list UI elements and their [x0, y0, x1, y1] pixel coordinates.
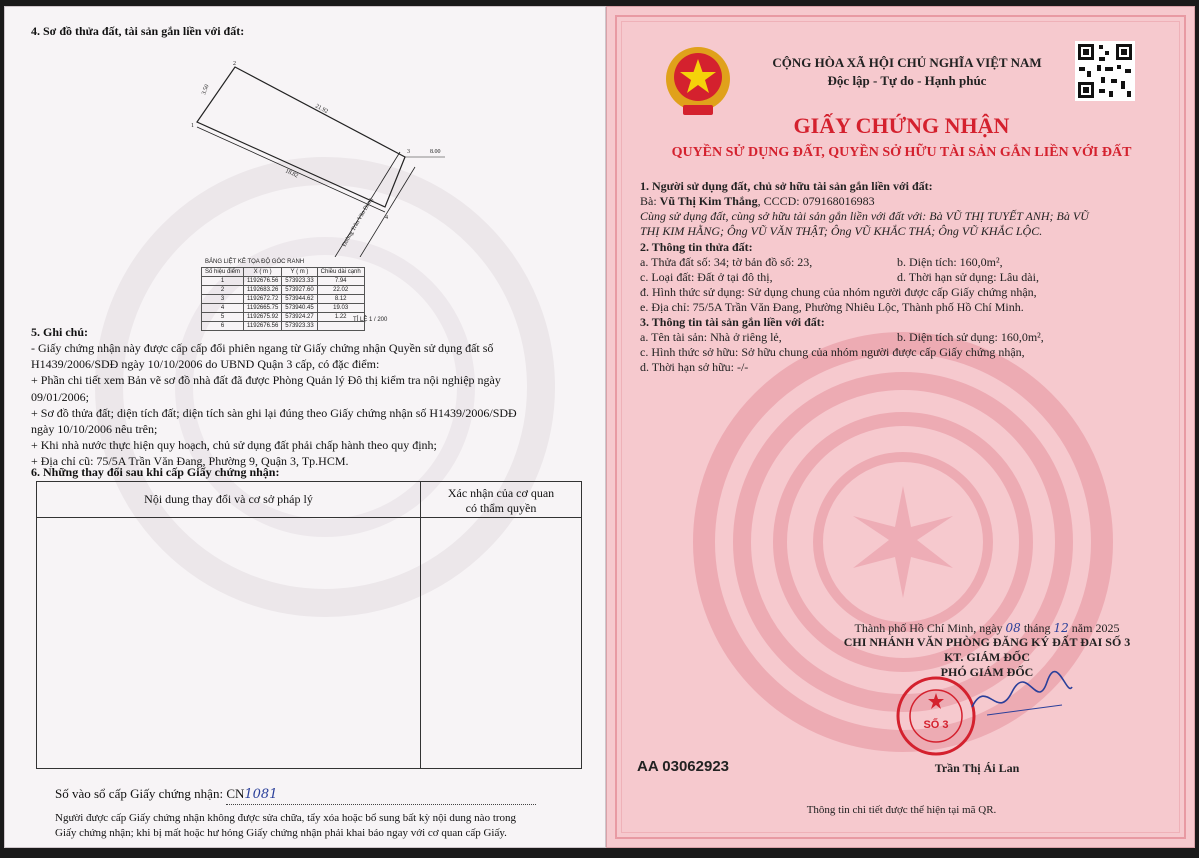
edge-label-top: 21.92 — [314, 103, 329, 116]
qr-note: Thông tin chi tiết được thể hiện tại mã QR. — [806, 804, 997, 816]
footer-line: Giấy chứng nhận; khi bị mất hoặc hư hỏng Giấy chứng nhận phải khai báo ngay với cơ quan cấp Giấy. — [55, 826, 507, 839]
signer-authority: KT. GIÁM ĐỐC — [943, 650, 1031, 664]
coord-row: 1 1192676.56 573923.33 7.94 — [202, 277, 365, 286]
issuing-office: CHI NHÁNH VĂN PHÒNG ĐĂNG KÝ ĐẤT ĐAI SỐ 3 — [843, 635, 1131, 649]
point-4: 4 — [385, 215, 388, 221]
owner-id: , CCCD: 079168016983 — [757, 194, 875, 208]
plot-diagram — [175, 57, 455, 257]
changes-content-cell — [37, 518, 421, 769]
road-line-2 — [360, 167, 415, 257]
plot-outline — [197, 67, 405, 207]
certificate-subtitle: QUYỀN SỬ DỤNG ĐẤT, QUYỀN SỞ HỮU TÀI SẢN GẮN LIỀN VỚI ĐẤT — [671, 145, 1132, 160]
footer-line: Người được cấp Giấy chứng nhận không được sửa chữa, tẩy xóa hoặc bổ sung bất kỳ nội dung nào trong — [55, 812, 517, 824]
date-month: 12 — [1053, 621, 1069, 635]
registry-value: CN — [226, 786, 245, 801]
co-owners-line-2: THỊ KIM HẰNG; Ông VŨ VĂN THẬT; Ông VŨ KHẮC THÁ; Ông VŨ KHẮC LỘC. — [640, 224, 1043, 238]
coord-row: 4 1192665.75 573940.45 19.03 — [202, 304, 365, 313]
seal-stamp-icon — [895, 675, 977, 757]
coord-header: X ( m ) — [244, 268, 282, 277]
usage-form: đ. Hình thức sử dụng: Sử dụng chung của nhóm người được cấp Giấy chứng nhận, — [640, 285, 1037, 299]
left-page — [4, 6, 606, 848]
edge-label-bottom: 18.82 — [284, 168, 299, 180]
note-line: + Địa chỉ cũ: 75/5A Trần Văn Đang, Phường 9, Quận 3, Tp.HCM. — [31, 454, 349, 469]
section-5-title: 5. Ghi chú: — [31, 325, 89, 339]
registry-value-field — [226, 785, 536, 805]
asset-area: b. Diện tích sử dụng: 160,0m², — [897, 330, 1044, 344]
changes-table-header — [37, 482, 582, 518]
changes-confirm-cell — [421, 518, 582, 769]
section-3-title: 3. Thông tin tài sản gắn liền với đất: — [640, 315, 825, 329]
changes-table — [36, 481, 582, 769]
coord-header: Chiều dài cạnh — [317, 268, 364, 277]
coord-row: 6 1192676.56 573923.33 — [202, 322, 365, 331]
coord-table — [201, 267, 365, 331]
section-4-title: 4. Sơ đồ thửa đất, tài sản gắn liền với đất: — [31, 24, 245, 38]
certificate-title: GIẤY CHỨNG NHẬN — [793, 113, 1010, 138]
serial-number: AA 03062923 — [637, 758, 730, 775]
signer-name: Trần Thị Ái Lan — [934, 761, 1020, 775]
coord-row: 2 1192683.26 573927.60 22.02 — [202, 286, 365, 295]
coord-header: Y ( m ) — [282, 268, 317, 277]
note-line: + Sơ đồ thửa đất; diện tích đất; diện tích sàn ghi lại đúng theo Giấy chứng nhận số H1439/2006/SDĐ — [31, 405, 517, 420]
coord-header-row — [202, 268, 365, 277]
note-line: + Khi nhà nước thực hiện quy hoạch, chủ sử dụng đất phải chấp hành theo quy định; — [31, 438, 437, 453]
changes-col-confirm-line2: có thẩm quyền — [465, 501, 537, 515]
ownership-form: c. Hình thức sở hữu: Sở hữu chung của nhóm người được cấp Giấy chứng nhận, — [640, 345, 1025, 359]
parcel-area: b. Diện tích: 160,0m², — [897, 255, 1003, 269]
asset-name: a. Tên tài sản: Nhà ở riêng lẻ, — [640, 330, 782, 344]
registry-label: Số vào sổ cấp Giấy chứng nhận: — [55, 786, 224, 801]
road-label: Đường Trần Văn Đang — [341, 197, 375, 248]
note-line: - Giấy chứng nhận này được cấp cấp đổi phiên ngang từ Giấy chứng nhận Quyền sử dụng đất số — [31, 341, 494, 355]
coord-table-title: BẢNG LIỆT KÊ TỌA ĐỘ GÓC RANH — [205, 259, 305, 265]
changes-col-confirm-line1: Xác nhận của cơ quan — [447, 486, 555, 500]
section-1-title: 1. Người sử dụng đất, chủ sở hữu tài sản gắn liền với đất: — [640, 179, 933, 193]
diagram-scale: TỈ LỆ 1 / 200 — [353, 317, 388, 323]
co-owners-line-1: Cùng sử dụng đất, cùng sở hữu tài sản gắn liền với đất với: Bà VŨ THỊ TUYẾT ANH; Bà VŨ — [640, 209, 1089, 223]
coord-row: 5 1192675.92 573924.27 1.22 — [202, 313, 365, 322]
note-line: 09/01/2006; — [31, 389, 90, 404]
drum-star-icon — [843, 482, 963, 602]
footer-notice — [55, 811, 595, 841]
ownership-term: d. Thời hạn sở hữu: -/- — [640, 360, 749, 374]
point-3: 3 — [407, 149, 410, 155]
parcel-address: e. Địa chỉ: 75/5A Trần Văn Đang, Phường Nhiêu Lộc, Thành phố Hồ Chí Minh. — [640, 300, 1024, 314]
national-name: CỘNG HÒA XÃ HỘI CHỦ NGHĨA VIỆT NAM — [772, 55, 1042, 70]
edge-label-left: 3.50 — [201, 83, 211, 96]
notes-block — [31, 340, 591, 470]
coord-row: 3 1192672.72 573944.62 8.12 — [202, 295, 365, 304]
usage-term: d. Thời hạn sử dụng: Lâu dài, — [897, 270, 1039, 284]
national-motto: Độc lập - Tự do - Hạnh phúc — [827, 73, 987, 88]
signer-title: PHÓ GIÁM ĐỐC — [940, 665, 1034, 679]
date-month-label: tháng — [1023, 621, 1051, 635]
note-line: ngày 10/10/2006 nêu trên; — [31, 421, 158, 436]
signature-icon — [967, 667, 1077, 727]
changes-col-content: Nội dung thay đổi và cơ sở pháp lý — [37, 482, 421, 518]
registry-handwritten: 1081 — [244, 787, 278, 802]
note-line: + Phần chi tiết xem Bản vẽ sơ đồ nhà đất đã được Phòng Quản lý Đô thị kiểm tra nội nghiệp ngày — [31, 373, 501, 388]
owner-prefix: Bà: — [640, 194, 660, 208]
section-6-title: 6. Những thay đổi sau khi cấp Giấy chứng nhận: — [31, 465, 280, 479]
date-day: 08 — [1005, 621, 1021, 635]
land-type: c. Loại đất: Đất ở tại đô thị, — [640, 270, 773, 284]
registry-number — [55, 785, 536, 805]
section-2-title: 2. Thông tin thửa đất: — [640, 240, 753, 254]
changes-col-confirm — [421, 482, 582, 518]
date-year: năm 2025 — [1071, 621, 1120, 635]
point-1: 1 — [191, 123, 194, 129]
point-2: 2 — [233, 61, 236, 67]
seal-text: SỐ 3 — [923, 719, 949, 731]
official-seal — [895, 675, 977, 757]
changes-table-body — [37, 518, 582, 769]
parcel-number: a. Thửa đất số: 34; tờ bản đồ số: 23, — [640, 255, 813, 269]
national-emblem-icon — [663, 43, 733, 121]
date-prefix: Thành phố Hồ Chí Minh, ngày — [854, 621, 1003, 635]
qr-code-icon[interactable] — [1075, 41, 1135, 101]
note-line: H1439/2006/SDĐ ngày 10/10/2006 do UBND Quận 3 cấp, có đặc điểm: — [31, 357, 380, 372]
coord-header: Số hiệu điểm — [202, 268, 244, 277]
right-page — [606, 6, 1195, 848]
owner-name: Vũ Thị Kim Thắng — [659, 194, 758, 208]
owner-line — [640, 194, 875, 210]
edge-label-right: 8.00 — [430, 149, 441, 155]
